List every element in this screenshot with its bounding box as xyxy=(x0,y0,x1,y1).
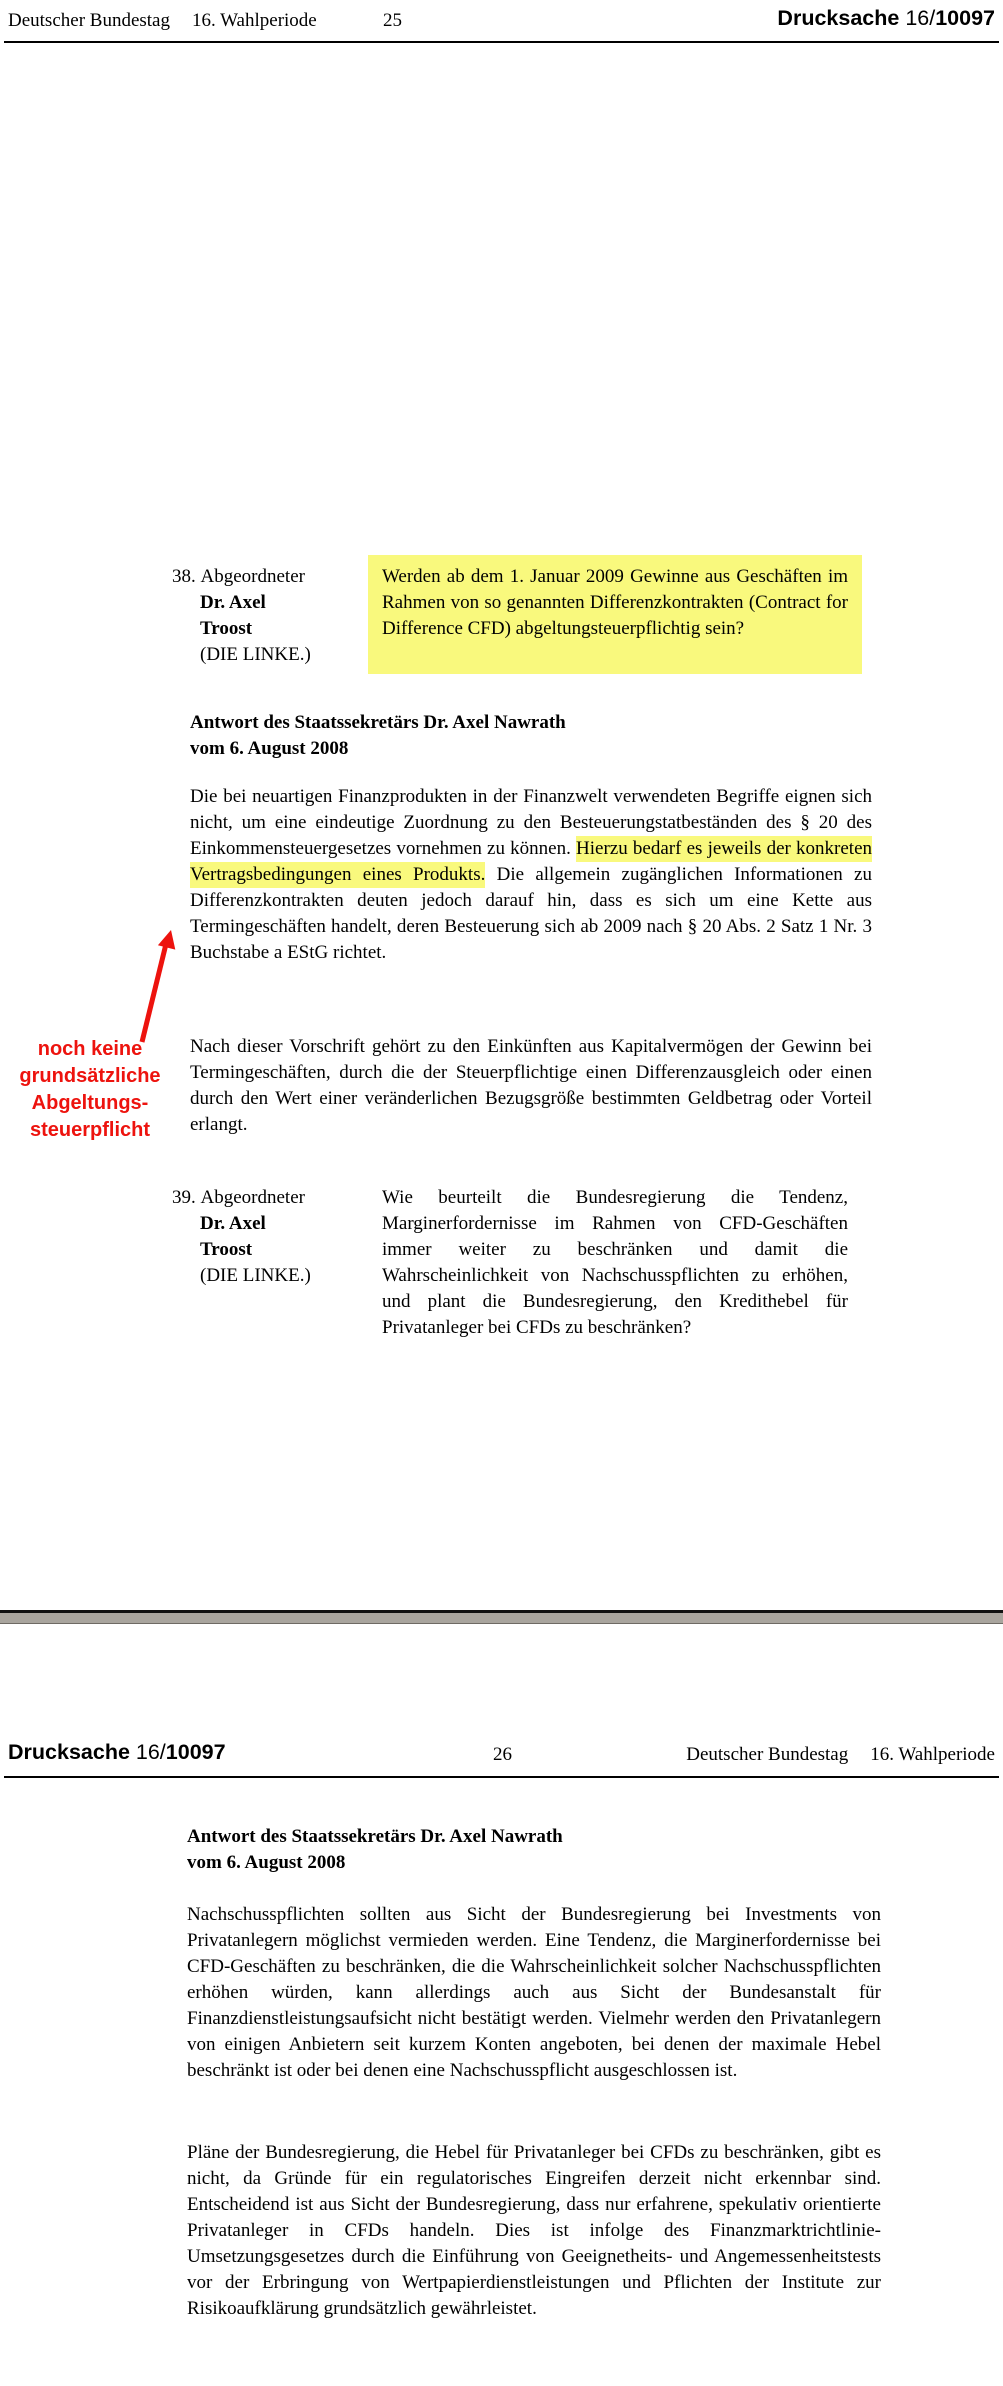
page1-doc-number: 10097 xyxy=(935,6,995,30)
margin-annotation-line: steuerpflicht xyxy=(29,1119,151,1141)
page2-doc-label: Drucksache xyxy=(8,1740,130,1764)
page1-doc-label: Drucksache xyxy=(777,6,900,30)
paragraph-text: Die allgemein zugänglichen Informationen zu Differenzkontrakten deuten jedoch darauf hin, dass es sich um eine Kette aus Termingeschäften handelt, deren Besteuerung sich ab 2009 nach § 20 Abs. 2 Satz 1 Nr. 3 Buchstabe a EStG richtet. xyxy=(190,864,872,963)
answer-39-heading-line2: vom 6. August 2008 xyxy=(187,1852,346,1873)
highlighted-passage: Hierzu bedarf es jeweils der konkreten Vertragsbedingungen eines Produkts. xyxy=(190,836,872,888)
question-38-number: 38. xyxy=(172,566,196,587)
page2-institution: Deutscher Bundestag xyxy=(686,1744,849,1765)
margin-annotation-line: noch keine xyxy=(37,1038,143,1060)
margin-annotation-line: grundsätzliche xyxy=(19,1065,161,1087)
question-38-name-1: Dr. Axel xyxy=(200,592,266,613)
question-38-number-role xyxy=(172,564,362,590)
page1-page-number: 25 xyxy=(383,10,402,31)
page2-doc-number: 10097 xyxy=(165,1740,226,1764)
page1-institution: Deutscher Bundestag xyxy=(8,10,170,31)
page2-doc-reference xyxy=(8,1740,226,1765)
page1-doc-reference xyxy=(777,6,995,31)
question-38-role: Abgeordneter xyxy=(200,566,305,587)
question-39-role: Abgeordneter xyxy=(200,1187,305,1208)
answer-38-paragraph-2: Nach dieser Vorschrift gehört zu den Einkünften aus Kapitalvermögen der Gewinn bei Termingeschäften, durch die der Steuerpflichtige einen Differenzausgleich oder einen durch den Wert einer veränderlichen Bezugsgröße bestimmten Geldbetrag oder Vorteil erlangt. xyxy=(190,1036,872,1135)
question-38-highlighted-text: Werden ab dem 1. Januar 2009 Gewinne aus Geschäften im Rahmen von so genannten Differenzkontrakten (Contract for Difference CFD) abgeltungsteuerpflichtig sein? xyxy=(368,555,862,674)
answer-38-paragraph-1 xyxy=(190,784,872,966)
question-39-name-1: Dr. Axel xyxy=(200,1213,266,1234)
margin-annotation xyxy=(8,1036,172,1144)
page2-term: 16. Wahlperiode xyxy=(870,1744,995,1765)
page1-doc-number-prefix: 16/ xyxy=(905,6,936,30)
answer-38-heading xyxy=(190,710,872,762)
answer-39-paragraph-1: Nachschusspflichten sollten aus Sicht der Bundesregierung bei Investments von Privatanlegern möglichst vermieden werden. Eine Tendenz, die Marginerfordernisse bei CFD-Geschäften zu beschränken, die die Wahrscheinlichkeit solcher Nachschusspflichten erhöhen würden, kann allerdings auch aus Sicht der Bundesanstalt für Finanzdienstleistungsaufsicht nicht bestätigt werden. Vielmehr werden den Privatanlegern von einigen Anbietern seit kurzem Konten angeboten, bei denen der maximale Hebel beschränkt ist oder bei denen eine Nachschusspflicht ausgeschlossen ist. xyxy=(187,1904,881,2081)
question-39-label xyxy=(172,1185,362,1289)
paragraph-text: Die bei neuartigen Finanzprodukten in der Finanzwelt verwendeten Begriffe eignen sich nicht, um eine eindeutige Zuordnung zu den Besteuerungstatbeständen des § 20 des Einkommensteuergesetzes vornehmen zu können. xyxy=(190,786,872,859)
question-39-text: Wie beurteilt die Bundesregierung die Tendenz, Marginerfordernisse im Rahmen von CFD-Geschäften immer weiter zu beschränken und damit die Wahrscheinlichkeit von Nachschusspflichten zu erhöhen, und plant die Bundesregierung, den Kredithebel für Privatanleger bei CFDs zu beschränken? xyxy=(382,1187,848,1338)
page2-page-number: 26 xyxy=(493,1744,512,1765)
annotation-arrow-icon xyxy=(122,918,192,1048)
answer-38-heading-line1: Antwort des Staatssekretärs Dr. Axel Nawrath xyxy=(190,712,566,733)
question-39-name-2: Troost xyxy=(200,1239,253,1260)
question-39-party: (DIE LINKE.) xyxy=(200,1265,311,1286)
page2-header-right xyxy=(686,1744,995,1766)
page1-header-rule xyxy=(4,41,999,43)
answer-39-heading xyxy=(187,1824,881,1876)
page1-header-left xyxy=(8,10,317,32)
question-39-number-role xyxy=(172,1185,362,1211)
question-39-number: 39. xyxy=(172,1187,196,1208)
page-separator xyxy=(0,1610,1003,1624)
answer-39-heading-line1: Antwort des Staatssekretärs Dr. Axel Nawrath xyxy=(187,1826,563,1847)
question-38-party: (DIE LINKE.) xyxy=(200,644,311,665)
answer-38-heading-line2: vom 6. August 2008 xyxy=(190,738,349,759)
question-38-label xyxy=(172,564,362,668)
question-38-name-2: Troost xyxy=(200,618,253,639)
margin-annotation-line: Abgeltungs- xyxy=(31,1092,149,1114)
page2-doc-number-prefix: 16/ xyxy=(135,1740,166,1764)
page1-term: 16. Wahlperiode xyxy=(191,10,317,31)
page2-header-rule xyxy=(4,1776,999,1778)
answer-39-paragraph-2: Pläne der Bundesregierung, die Hebel für Privatanleger bei CFDs zu beschränken, gibt es nicht, da Gründe für ein regulatorisches Eingreifen derzeit nicht erkennbar sind. Entscheidend ist aus Sicht der Bundesregierung, dass nur erfahrene, spekulativ orientierte Privatanleger in CFDs handeln. Dies ist infolge des Finanzmarktrichtlinie-Umsetzungsgesetzes durch die Einführung von Geeignetheits- und Angemessenheitstests vor der Erbringung von Wertpapierdienstleistungen und Pflichten der Institute zur Risikoaufklärung grundsätzlich gewährleistet. xyxy=(187,2142,881,2319)
